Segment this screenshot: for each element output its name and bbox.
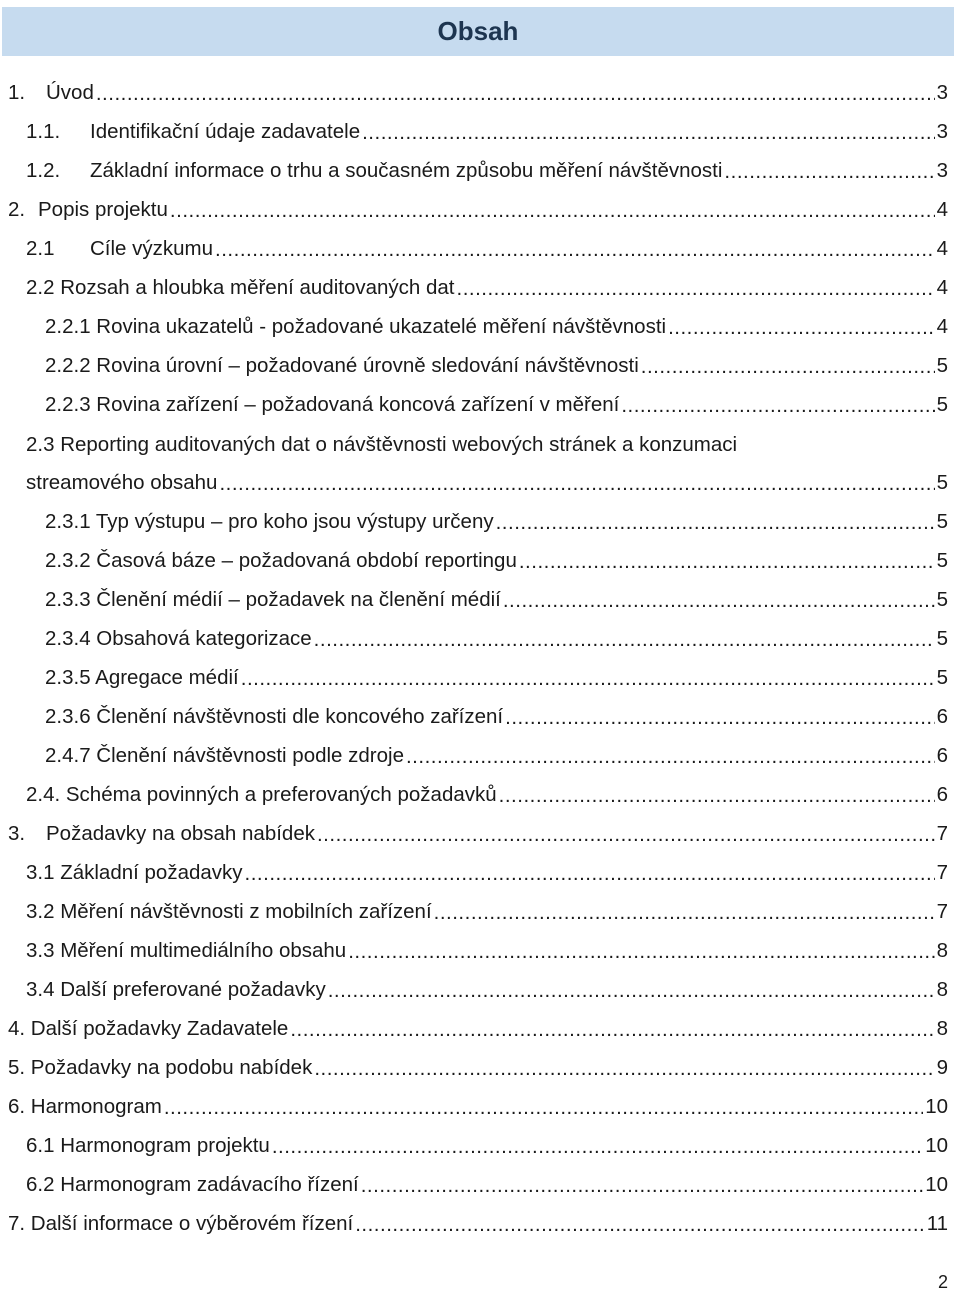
toc-entry[interactable]	[26, 230, 948, 269]
toc-entry-number: 2.	[8, 198, 26, 222]
toc-entry-page: 5	[936, 471, 948, 495]
toc-entry-text: 2.3.4 Obsahová kategorizace	[45, 627, 312, 651]
dot-leader	[241, 668, 935, 689]
dot-leader	[272, 1136, 923, 1157]
toc-entry-continuation[interactable]	[26, 464, 948, 503]
toc-entry[interactable]	[45, 737, 948, 776]
toc-entry-text: 3.4 Další preferované požadavky	[26, 978, 326, 1002]
toc-entry[interactable]	[26, 971, 948, 1010]
dot-leader	[164, 1097, 923, 1118]
dot-leader	[621, 395, 934, 416]
dot-leader	[499, 785, 935, 806]
dot-leader	[505, 707, 934, 728]
toc-entry[interactable]	[45, 698, 948, 737]
dot-leader	[519, 551, 935, 572]
toc-entry[interactable]	[45, 620, 948, 659]
toc-entry-page: 5	[936, 354, 948, 378]
toc-entry-text: 2.3.2 Časová báze – požadovaná období reportingu	[45, 549, 517, 573]
toc-entry[interactable]	[45, 659, 948, 698]
toc-entry-page: 5	[936, 510, 948, 534]
toc-entry-page: 7	[936, 861, 948, 885]
toc-entry-text: Identifikační údaje zadavatele	[90, 120, 361, 144]
toc-entry-text: 7. Další informace o výběrovém řízení	[8, 1212, 354, 1236]
toc-entry-page: 7	[936, 900, 948, 924]
toc-entry-page: 8	[936, 978, 948, 1002]
toc-entry-number: 3.	[8, 822, 26, 846]
dot-leader	[317, 824, 935, 845]
toc-entry-number: 2.1	[26, 237, 55, 261]
toc-entry[interactable]	[26, 854, 948, 893]
toc-entry-text: 2.2.3 Rovina zařízení – požadovaná koncová zařízení v měření	[45, 393, 620, 417]
toc-entry-text: 6.1 Harmonogram projektu	[26, 1134, 270, 1158]
dot-leader	[245, 863, 935, 884]
dot-leader	[328, 980, 935, 1001]
toc-entry-page: 5	[936, 393, 948, 417]
dot-leader	[503, 590, 935, 611]
toc-entry-text: 2.3 Reporting auditovaných dat o návštěvnosti webových stránek a konzumaci	[26, 432, 738, 456]
toc-entry[interactable]	[8, 191, 948, 230]
dot-leader	[406, 746, 935, 767]
toc-entry-text: 2.3.3 Členění médií – požadavek na členění médií	[45, 588, 501, 612]
toc-entry[interactable]	[45, 308, 948, 347]
toc-entry[interactable]	[45, 503, 948, 542]
toc-entry[interactable]	[8, 1088, 948, 1127]
toc-entry[interactable]	[8, 1010, 948, 1049]
toc-entry-text: 3.2 Měření návštěvnosti z mobilních zařízení	[26, 900, 432, 924]
toc-entry-text: Cíle výzkumu	[90, 237, 214, 261]
toc-entry-text: 5. Požadavky na podobu nabídek	[8, 1056, 313, 1080]
toc-entry-text: streamového obsahu	[26, 471, 218, 495]
dot-leader	[496, 512, 935, 533]
toc-entry-page: 5	[936, 627, 948, 651]
toc-entry-page: 10	[925, 1095, 948, 1119]
toc-entry-page: 9	[936, 1056, 948, 1080]
toc-entry-page: 3	[936, 81, 948, 105]
dot-leader	[434, 902, 935, 923]
toc-entry[interactable]	[26, 1166, 948, 1205]
toc-entry[interactable]	[26, 893, 948, 932]
toc-entry-text: 2.2 Rozsah a hloubka měření auditovaných dat	[26, 276, 455, 300]
toc-entry[interactable]	[26, 152, 948, 191]
dot-leader	[314, 1058, 934, 1079]
toc-entry-number: 1.	[8, 81, 26, 105]
toc-entry-page: 10	[925, 1134, 948, 1158]
toc-entry-text: 2.4.7 Členění návštěvnosti podle zdroje	[45, 744, 404, 768]
toc-entry-text: 2.3.1 Typ výstupu – pro koho jsou výstupy určeny	[45, 510, 494, 534]
dot-leader	[290, 1019, 934, 1040]
dot-leader	[724, 161, 934, 182]
toc-entry-page: 11	[926, 1212, 948, 1236]
toc-entry-text: 3.3 Měření multimediálního obsahu	[26, 939, 347, 963]
toc-entry-page: 4	[936, 276, 948, 300]
dot-leader	[215, 239, 935, 260]
dot-leader	[362, 122, 934, 143]
toc-entry[interactable]	[8, 1049, 948, 1088]
toc-entry[interactable]	[26, 1127, 948, 1166]
toc-entry-text: 2.3.5 Agregace médií	[45, 666, 239, 690]
page-number: 2	[937, 1272, 948, 1292]
toc-entry-text: 2.2.1 Rovina ukazatelů - požadované ukazatelé měření návštěvnosti	[45, 315, 667, 339]
toc-entry-text: 2.2.2 Rovina úrovní – požadované úrovně sledování návštěvnosti	[45, 354, 639, 378]
toc-title: Obsah	[437, 16, 519, 46]
dot-leader	[668, 317, 935, 338]
dot-leader	[314, 629, 935, 650]
dot-leader	[641, 356, 935, 377]
toc-entry-text: Popis projektu	[38, 198, 168, 222]
toc-entry[interactable]	[26, 425, 737, 464]
toc-entry-page: 3	[936, 159, 948, 183]
dot-leader	[96, 83, 935, 104]
toc-entry[interactable]	[8, 1205, 948, 1244]
toc-entry[interactable]	[26, 932, 948, 971]
toc-entry-page: 4	[936, 237, 948, 261]
toc-entry[interactable]	[45, 542, 948, 581]
toc-entry-text: 2.4. Schéma povinných a preferovaných požadavků	[26, 783, 497, 807]
toc-entry-page: 5	[936, 549, 948, 573]
toc-entry-text: 6. Harmonogram	[8, 1095, 162, 1119]
toc-entry-page: 3	[936, 120, 948, 144]
toc-entry-text: Základní informace o trhu a současném způsobu měření návštěvnosti	[90, 159, 723, 183]
toc-entry[interactable]	[26, 776, 948, 815]
toc-entry-page: 5	[936, 666, 948, 690]
toc-entry[interactable]	[8, 815, 948, 854]
toc-entry-page: 10	[925, 1173, 948, 1197]
toc-entry-text: 6.2 Harmonogram zadávacího řízení	[26, 1173, 359, 1197]
toc-entry[interactable]	[45, 347, 948, 386]
toc-entry-text: Úvod	[46, 81, 94, 105]
toc-entry-number: 1.2.	[26, 159, 61, 183]
toc-entry-text: 3.1 Základní požadavky	[26, 861, 243, 885]
dot-leader	[219, 473, 934, 494]
toc-entry-page: 6	[936, 744, 948, 768]
toc-entry-page: 5	[936, 588, 948, 612]
toc-entry[interactable]	[45, 386, 948, 425]
toc-entry[interactable]	[8, 74, 948, 113]
dot-leader	[457, 278, 935, 299]
dot-leader	[348, 941, 934, 962]
toc-entry-page: 6	[936, 783, 948, 807]
toc-title-bar	[2, 7, 954, 56]
toc-entry-text: 4. Další požadavky Zadavatele	[8, 1017, 289, 1041]
toc-entry[interactable]	[45, 581, 948, 620]
toc-entry-page: 7	[936, 822, 948, 846]
toc-entry-page: 4	[936, 198, 948, 222]
dot-leader	[170, 200, 935, 221]
toc-entry-text: 2.3.6 Členění návštěvnosti dle koncového zařízení	[45, 705, 504, 729]
toc-entry-page: 8	[936, 1017, 948, 1041]
toc-entry-page: 4	[936, 315, 948, 339]
toc-entry-number: 1.1.	[26, 120, 61, 144]
toc-entry-page: 6	[936, 705, 948, 729]
toc-entry[interactable]	[26, 113, 948, 152]
toc-entry-text: Požadavky na obsah nabídek	[46, 822, 315, 846]
toc-entry-page: 8	[936, 939, 948, 963]
dot-leader	[361, 1175, 923, 1196]
toc-entry[interactable]	[26, 269, 948, 308]
dot-leader	[355, 1214, 925, 1235]
